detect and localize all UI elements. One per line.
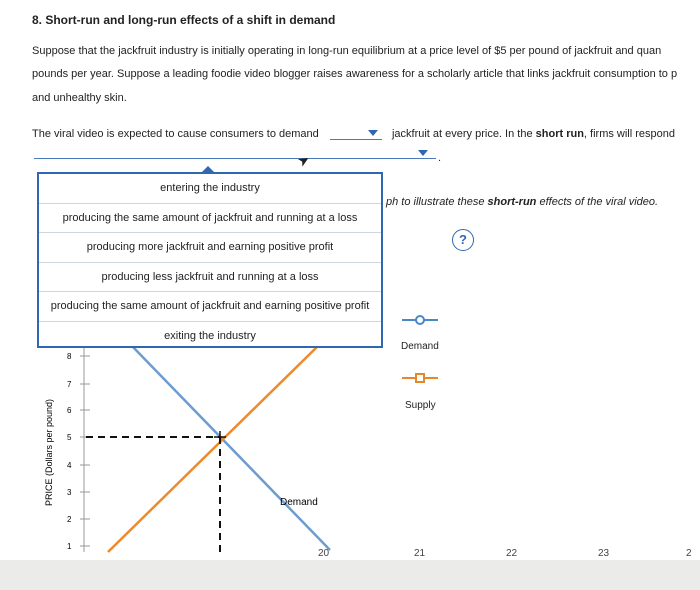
- question-title: 8. Short-run and long-run effects of a shift in demand: [32, 13, 336, 27]
- firm-response-menu: [37, 172, 383, 348]
- y-ticks: [80, 356, 90, 546]
- legend-demand-label: Demand: [401, 341, 439, 352]
- demand-curve[interactable]: [132, 346, 330, 550]
- menu-option-less-loss[interactable]: producing less jackfruit and running at a loss: [39, 263, 381, 293]
- menu-option-more-profit[interactable]: producing more jackfruit and earning positive profit: [39, 233, 381, 263]
- menu-option-same-profit[interactable]: producing the same amount of jackfruit and earning positive profit: [39, 292, 381, 322]
- menu-option-entering[interactable]: entering the industry: [39, 174, 381, 204]
- ytick-label: 1: [67, 542, 72, 551]
- instruction-post: effects of the viral video.: [539, 196, 659, 208]
- question-paragraph-line: and unhealthy skin.: [32, 92, 127, 104]
- line1-text: The viral video is expected to cause consumers to demand: [32, 128, 319, 140]
- y-axis-label: PRICE (Dollars per pound): [44, 398, 54, 506]
- line1-text-after: jackfruit at every price. In the: [391, 128, 533, 140]
- ytick-label: 2: [67, 515, 72, 524]
- square-icon[interactable]: [402, 374, 438, 382]
- demand-curve-label: Demand: [280, 497, 318, 508]
- help-button[interactable]: ?: [452, 229, 474, 251]
- ytick-label: 8: [67, 352, 72, 361]
- sentence-end: .: [438, 152, 442, 164]
- mouse-cursor-icon: ➤: [294, 150, 313, 170]
- short-run-bold: short run: [535, 128, 584, 140]
- menu-option-exiting[interactable]: exiting the industry: [164, 329, 256, 342]
- bottom-tick-label: 23: [598, 548, 610, 559]
- bottom-tick-label: 2: [686, 548, 692, 559]
- bottom-tick-label: 20: [318, 548, 330, 559]
- ytick-label: 4: [67, 461, 72, 470]
- ytick-label: 7: [67, 380, 72, 389]
- supply-curve[interactable]: [108, 346, 318, 552]
- line1-text-end: , firms will respond: [583, 128, 675, 140]
- bottom-strip: [0, 560, 700, 590]
- question-paragraph-line: pounds per year. Suppose a leading foodie video blogger raises awareness for a scholarly article that links jackfruit consumption to p: [32, 68, 678, 80]
- menu-option-same-loss[interactable]: producing the same amount of jackfruit and running at a loss: [39, 204, 381, 234]
- bottom-tick-label: 22: [506, 548, 518, 559]
- legend-supply-label: Supply: [405, 400, 436, 411]
- question-paragraph-line: Suppose that the jackfruit industry is initially operating in long-run equilibrium at a price level of $5 per pound of jackfruit and quan: [32, 45, 662, 57]
- ytick-label: 5: [67, 433, 72, 442]
- ytick-label: 6: [67, 406, 72, 415]
- menu-pointer: [202, 166, 214, 172]
- instruction-bold: short-run: [487, 196, 537, 208]
- circle-icon[interactable]: [402, 316, 438, 324]
- instruction-pre: ph to illustrate these: [386, 196, 485, 208]
- bottom-tick-label: 21: [414, 548, 426, 559]
- ytick-label: 3: [67, 488, 72, 497]
